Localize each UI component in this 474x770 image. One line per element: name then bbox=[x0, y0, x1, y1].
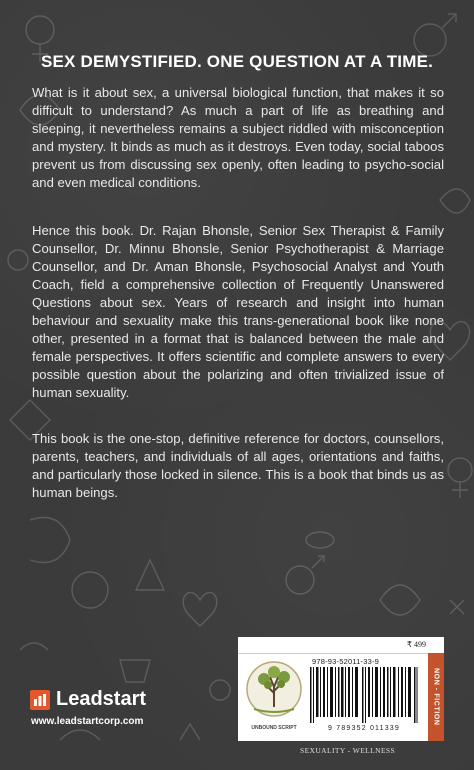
publisher-name: Leadstart bbox=[56, 688, 147, 710]
headline: SEX DEMYSTIFIED. ONE QUESTION AT A TIME. bbox=[40, 52, 434, 71]
blurb-paragraph-2: Hence this book. Dr. Rajan Bhonsle, Senior Sex Therapist & Family Counsellor, Dr. Minnu Bhonsle, Senior Psychotherapist & Marriage Counsellor, and Dr. Aman Bhonsle, Psychosocial Analyst and Youth Coach, field a comprehensive collection of Frequently Unanswered Questions about sex. Years of research and insight into human behaviour and sexuality make this trans-generational book like none other, presented in a format that is balanced between the male and female perspectives. It offers scientific and complete answers to every possible question about the polarizing and often trivialized issue of human sexuality. bbox=[32, 223, 444, 400]
barcode-panel bbox=[238, 637, 444, 741]
publisher-logo bbox=[30, 688, 146, 711]
leadstart-logo-icon bbox=[30, 690, 50, 710]
divider bbox=[238, 653, 444, 654]
genre-label: NON - FICTION bbox=[432, 668, 440, 726]
unbound-script-tree-logo bbox=[244, 657, 304, 725]
blurb-paragraph-1: What is it about sex, a universal biological function, that makes it so difficult to understand? As much a part of life as breathing and sleeping, it nevertheless remains a subject riddled with misconception and mystery. It binds as much as it destroys. Even today, social taboos prevent us from discussing sex openly, often leading to psycho-social and even medical conditions. bbox=[32, 85, 444, 190]
isbn: 978-93-52011-33-9 bbox=[312, 657, 380, 666]
genre-strip bbox=[428, 653, 444, 741]
imprint-name: UNBOUND SCRIPT bbox=[251, 725, 297, 731]
category-label: SEXUALITY - WELLNESS bbox=[300, 746, 396, 755]
publisher-website: www.leadstartcorp.com bbox=[31, 716, 144, 727]
price: ₹ 499 bbox=[406, 640, 426, 649]
blurb-paragraph-3: This book is the one-stop, definitive reference for doctors, counsellors, parents, teachers, and individuals of all ages, orientations and faiths, and particularly those locked in silence. This is a book that binds us as human beings. bbox=[32, 431, 444, 500]
barcode bbox=[310, 667, 418, 723]
barcode-number: 9 789352 011339 bbox=[328, 725, 400, 732]
